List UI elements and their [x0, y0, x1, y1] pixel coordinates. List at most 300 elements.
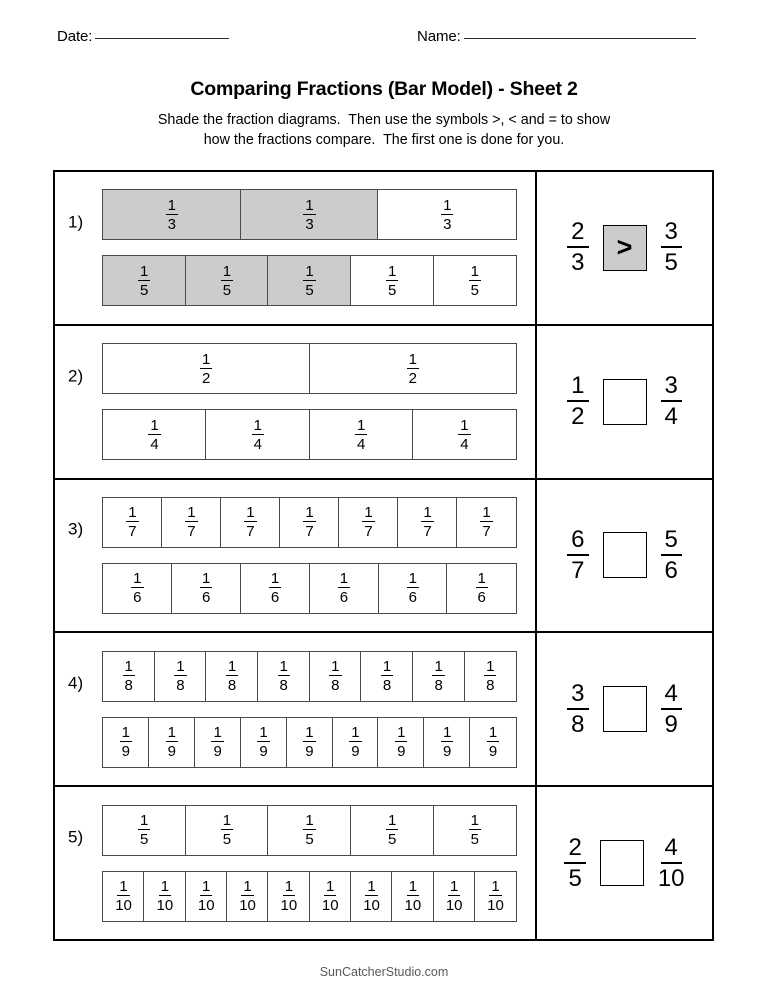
fraction-denominator: 10: [363, 897, 380, 915]
bar-cell[interactable]: [143, 871, 186, 922]
fraction-denominator: 4: [150, 435, 159, 453]
bar-cell[interactable]: [279, 497, 340, 548]
bar-cell[interactable]: [102, 563, 173, 614]
fraction-denominator: 3: [167, 215, 176, 233]
bar-cell[interactable]: [350, 871, 393, 922]
fraction: [567, 679, 588, 738]
fraction-numerator: 1: [408, 570, 417, 588]
fraction: [386, 813, 398, 847]
bar-cell[interactable]: [286, 717, 334, 768]
fraction: [157, 879, 174, 913]
fraction-denominator: 5: [470, 831, 479, 849]
fraction-numerator: 1: [259, 724, 268, 742]
fraction-denominator: 8: [434, 677, 443, 695]
fraction-denominator: 2: [408, 369, 417, 387]
problem-row: [55, 787, 712, 939]
problem-row: [55, 326, 712, 480]
fraction-denominator: 3: [305, 215, 314, 233]
fraction: [303, 813, 315, 847]
bar-cell[interactable]: [309, 563, 380, 614]
bar-cell[interactable]: [185, 871, 228, 922]
fraction-denominator: 10: [321, 897, 339, 915]
fraction-numerator: 1: [326, 878, 335, 896]
fraction-numerator: 1: [167, 196, 176, 214]
fraction: [349, 725, 361, 759]
fraction-denominator: 2: [202, 369, 211, 387]
fraction: [269, 571, 281, 605]
fraction-denominator: 10: [115, 897, 132, 915]
bar-cell[interactable]: [161, 497, 222, 548]
fraction: [657, 833, 685, 892]
fraction-denominator: 5: [387, 831, 397, 849]
fraction-numerator: 1: [460, 416, 469, 434]
fraction-numerator: 1: [305, 262, 314, 280]
fraction: [567, 525, 588, 584]
fraction: [278, 659, 290, 693]
bar-cell[interactable]: [350, 805, 434, 856]
bar-cell[interactable]: [423, 717, 471, 768]
bar-cell[interactable]: [350, 255, 434, 306]
fraction-numerator: 1: [356, 416, 366, 434]
fraction: [661, 374, 682, 429]
bar-cell[interactable]: [267, 871, 310, 922]
comparison-symbol-box[interactable]: [603, 532, 647, 578]
bar-cell[interactable]: [171, 563, 242, 614]
problem-number: 4): [68, 673, 84, 693]
problem-number: 5): [68, 827, 84, 847]
bar-cell[interactable]: [240, 563, 311, 614]
fraction: [120, 725, 132, 759]
fraction-numerator: 1: [305, 196, 314, 214]
fraction-denominator: 8: [176, 677, 185, 695]
fraction-denominator: 9: [121, 743, 131, 761]
fraction: [126, 505, 138, 539]
bar-cell[interactable]: [102, 805, 186, 856]
fraction-denominator: 10: [445, 897, 463, 915]
fraction-denominator: 7: [423, 523, 432, 541]
fraction: [480, 505, 492, 539]
fraction: [407, 571, 419, 605]
instructions-line-2: how the fractions compare. The first one is done for you.: [203, 132, 565, 148]
fraction: [138, 813, 150, 847]
fraction-numerator: 1: [408, 878, 418, 896]
bar-cell[interactable]: [433, 255, 517, 306]
fraction-numerator: 1: [387, 262, 397, 280]
fraction-numerator: 1: [128, 504, 137, 522]
bar-cell[interactable]: [205, 409, 310, 460]
answer-right-denominator: 5: [664, 249, 678, 277]
bar-cell[interactable]: [309, 651, 362, 702]
fraction-denominator: 9: [351, 743, 360, 761]
fraction: [174, 659, 186, 693]
fraction-denominator: 5: [387, 281, 397, 299]
fraction-denominator: 7: [482, 523, 491, 541]
fraction-denominator: 5: [305, 281, 314, 299]
fraction-numerator: 1: [140, 262, 149, 280]
fraction: [138, 264, 150, 298]
bar-cell[interactable]: [309, 871, 352, 922]
fraction-numerator: 1: [284, 878, 294, 896]
comparison-symbol-box[interactable]: >: [603, 225, 647, 271]
fraction: [567, 220, 588, 275]
fraction-denominator: 8: [279, 677, 288, 695]
fraction-numerator: 1: [482, 504, 491, 522]
fraction-denominator: 7: [187, 523, 196, 541]
fraction: [303, 505, 315, 539]
fraction-bar-top: [102, 497, 517, 548]
fraction-denominator: 8: [124, 677, 133, 695]
fraction-denominator: 4: [253, 435, 263, 453]
diagram-cell: [55, 326, 537, 478]
answer-cell: [537, 787, 712, 939]
fraction: [281, 879, 298, 913]
fraction-bar-bottom: [102, 255, 517, 306]
fraction-denominator: 5: [305, 831, 314, 849]
fraction: [363, 879, 380, 913]
bar-cell[interactable]: [148, 717, 196, 768]
fraction-numerator: 1: [382, 658, 392, 676]
answer-right-denominator: 10: [657, 864, 685, 892]
fraction-denominator: 5: [140, 831, 149, 849]
fraction-denominator: 10: [280, 897, 298, 915]
fraction-numerator: 1: [491, 878, 500, 896]
fraction-numerator: 1: [364, 504, 373, 522]
answer-left-denominator: 5: [568, 864, 582, 892]
fraction-numerator: 1: [443, 724, 452, 742]
bar-cell[interactable]: [391, 871, 434, 922]
fraction: [329, 659, 341, 693]
bar-cell[interactable]: [102, 343, 310, 394]
answer-left-numerator: 2: [567, 220, 588, 248]
fraction: [395, 725, 407, 759]
date-write-line[interactable]: [95, 38, 229, 39]
fraction: [200, 352, 212, 386]
fraction-numerator: 1: [423, 504, 432, 522]
fraction: [148, 418, 160, 452]
bar-cell[interactable]: [309, 343, 517, 394]
fraction: [322, 879, 339, 913]
fraction-numerator: 1: [470, 812, 479, 830]
fraction-denominator: 10: [404, 897, 422, 915]
answer-cell: [537, 326, 712, 478]
answer-left-denominator: 2: [571, 403, 585, 431]
fraction-denominator: 9: [397, 743, 406, 761]
fraction-numerator: 1: [187, 504, 196, 522]
bar-cell[interactable]: [257, 651, 310, 702]
fraction-denominator: 4: [460, 435, 469, 453]
fraction: [484, 659, 496, 693]
fraction-numerator: 1: [246, 504, 255, 522]
bar-cell[interactable]: [102, 651, 155, 702]
fraction: [244, 505, 256, 539]
fraction-denominator: 9: [443, 743, 452, 761]
name-write-line[interactable]: [464, 38, 696, 39]
fraction-numerator: 1: [470, 262, 479, 280]
fraction-numerator: 1: [279, 658, 288, 676]
worksheet-header: [0, 28, 768, 58]
fraction: [407, 352, 419, 386]
answer-left-numerator: 2: [564, 836, 585, 864]
bar-cell[interactable]: [240, 189, 380, 240]
fraction-bar-bottom: [102, 563, 517, 614]
fraction: [661, 679, 682, 738]
fraction-numerator: 1: [176, 658, 185, 676]
fraction-bar-bottom: [102, 409, 517, 460]
answer-right-numerator: 5: [661, 528, 682, 556]
answer-right-numerator: 3: [661, 374, 682, 402]
bar-cell[interactable]: [267, 805, 351, 856]
bar-cell[interactable]: [220, 497, 281, 548]
bar-cell[interactable]: [433, 871, 476, 922]
answer-left-numerator: 6: [567, 528, 588, 556]
answer-left-denominator: 8: [571, 710, 585, 738]
comparison-symbol-box[interactable]: [603, 379, 647, 425]
fraction-denominator: 9: [259, 743, 268, 761]
fraction-numerator: 1: [140, 812, 149, 830]
bar-cell[interactable]: [377, 189, 517, 240]
fraction-numerator: 1: [450, 878, 459, 896]
bar-cell[interactable]: [102, 409, 207, 460]
bar-cell[interactable]: [102, 497, 163, 548]
footer-credit: SunCatcherStudio.com: [319, 965, 449, 979]
fraction-numerator: 1: [243, 878, 252, 896]
fraction: [211, 725, 223, 759]
problem-number: 3): [68, 519, 84, 539]
diagram-cell: [55, 787, 537, 939]
fraction: [421, 505, 433, 539]
fraction: [166, 198, 178, 232]
fraction: [123, 659, 135, 693]
bar-cell[interactable]: [360, 651, 413, 702]
date-label: Date:: [57, 28, 93, 45]
fraction-numerator: 1: [367, 878, 376, 896]
fraction-numerator: 1: [133, 570, 142, 588]
fraction-denominator: 6: [339, 589, 349, 607]
fraction: [441, 198, 453, 232]
answer-right-denominator: 9: [664, 710, 678, 738]
answer-right-numerator: 4: [661, 682, 682, 710]
name-label: Name:: [417, 28, 461, 45]
fraction-denominator: 8: [331, 677, 340, 695]
bar-cell[interactable]: [412, 651, 465, 702]
fraction-numerator: 1: [443, 196, 452, 214]
fraction: [386, 264, 398, 298]
bar-cell[interactable]: [433, 805, 517, 856]
fraction-denominator: 8: [382, 677, 392, 695]
fraction-numerator: 1: [150, 416, 159, 434]
fraction: [381, 659, 393, 693]
bar-cell[interactable]: [456, 497, 517, 548]
bar-cell[interactable]: [474, 871, 517, 922]
fraction: [221, 264, 233, 298]
instructions: [0, 110, 768, 150]
answer-right-numerator: 3: [661, 220, 682, 248]
fraction-denominator: 9: [488, 743, 498, 761]
fraction-denominator: 6: [270, 589, 280, 607]
fraction-numerator: 1: [270, 570, 280, 588]
problem-number: 1): [68, 212, 84, 232]
fraction: [198, 879, 215, 913]
bar-cell[interactable]: [185, 255, 269, 306]
fraction-numerator: 1: [119, 878, 128, 896]
fraction: [405, 879, 422, 913]
fraction: [221, 813, 233, 847]
name-field: [417, 28, 696, 45]
fraction: [355, 418, 367, 452]
bar-cell[interactable]: [205, 651, 258, 702]
fraction-bar-top: [102, 343, 517, 394]
fraction-denominator: 10: [197, 897, 215, 915]
fraction-denominator: 7: [128, 523, 137, 541]
fraction-numerator: 1: [434, 658, 443, 676]
fraction-denominator: 7: [364, 523, 373, 541]
fraction-denominator: 5: [222, 831, 232, 849]
fraction: [661, 525, 682, 584]
fraction-denominator: 7: [246, 523, 255, 541]
fraction-numerator: 1: [331, 658, 340, 676]
answer-left-numerator: 3: [567, 682, 588, 710]
fraction-numerator: 1: [351, 724, 360, 742]
fraction-denominator: 8: [486, 677, 495, 695]
bar-cell[interactable]: [464, 651, 517, 702]
fraction-numerator: 1: [253, 416, 263, 434]
bar-cell[interactable]: [154, 651, 207, 702]
fraction-numerator: 1: [486, 658, 495, 676]
fraction: [469, 813, 481, 847]
fraction-denominator: 4: [356, 435, 366, 453]
fraction-numerator: 1: [397, 724, 406, 742]
fraction-denominator: 6: [408, 589, 417, 607]
fraction-numerator: 1: [222, 812, 232, 830]
answer-left-denominator: 3: [571, 249, 585, 277]
fraction-denominator: 10: [156, 897, 174, 915]
fraction: [115, 879, 132, 913]
problem-row: [55, 172, 712, 326]
fraction-denominator: 6: [133, 589, 142, 607]
fraction-numerator: 1: [305, 504, 314, 522]
fraction-denominator: 3: [443, 215, 452, 233]
bar-cell[interactable]: [102, 255, 186, 306]
page-title: Comparing Fractions (Bar Model) - Sheet 2: [190, 78, 578, 100]
fraction: [476, 571, 488, 605]
problem-number: 2): [68, 366, 84, 386]
fraction-numerator: 1: [222, 262, 232, 280]
fraction-denominator: 5: [222, 281, 232, 299]
fraction-bar-top: [102, 189, 517, 240]
comparison-symbol-box[interactable]: [603, 686, 647, 732]
bar-cell[interactable]: [377, 717, 425, 768]
fraction: [446, 879, 463, 913]
bar-cell[interactable]: [267, 255, 351, 306]
fraction: [257, 725, 269, 759]
fraction-numerator: 1: [488, 724, 498, 742]
fraction: [200, 571, 212, 605]
fraction: [487, 879, 504, 913]
bar-cell[interactable]: [194, 717, 242, 768]
fraction-numerator: 1: [408, 350, 417, 368]
fraction-numerator: 1: [213, 724, 222, 742]
fraction-numerator: 1: [121, 724, 131, 742]
fraction-denominator: 9: [305, 743, 314, 761]
fraction-denominator: 6: [477, 589, 486, 607]
bar-cell[interactable]: [378, 563, 449, 614]
fraction: [303, 264, 315, 298]
fraction-bar-top: [102, 805, 517, 856]
problem-row: [55, 633, 712, 787]
bar-cell[interactable]: [446, 563, 517, 614]
fraction: [362, 505, 374, 539]
fraction: [458, 418, 470, 452]
bar-cell[interactable]: [226, 871, 269, 922]
fraction: [166, 725, 178, 759]
fraction: [441, 725, 453, 759]
bar-cell[interactable]: [309, 409, 414, 460]
fraction: [564, 833, 585, 892]
answer-right-numerator: 4: [661, 836, 682, 864]
fraction: [567, 374, 588, 429]
bar-cell[interactable]: [102, 871, 145, 922]
fraction-numerator: 1: [202, 350, 211, 368]
fraction: [131, 571, 143, 605]
fraction: [185, 505, 197, 539]
fraction-denominator: 8: [227, 677, 237, 695]
fraction-bar-top: [102, 651, 517, 702]
problems-table: [53, 170, 714, 941]
fraction-numerator: 1: [124, 658, 133, 676]
fraction-numerator: 1: [202, 570, 211, 588]
fraction: [226, 659, 238, 693]
bar-cell[interactable]: [102, 189, 242, 240]
fraction: [303, 198, 315, 232]
diagram-cell: [55, 172, 537, 324]
fraction: [252, 418, 264, 452]
fraction: [338, 571, 350, 605]
diagram-cell: [55, 633, 537, 785]
fraction-bar-bottom: [102, 717, 517, 768]
answer-left-numerator: 1: [567, 374, 588, 402]
fraction: [487, 725, 499, 759]
bar-cell[interactable]: [332, 717, 380, 768]
bar-cell[interactable]: [412, 409, 517, 460]
fraction-denominator: 9: [213, 743, 222, 761]
answer-cell: [537, 172, 712, 324]
fraction-denominator: 6: [202, 589, 211, 607]
answer-left-denominator: 7: [571, 556, 585, 584]
fraction-bar-bottom: [102, 871, 517, 922]
fraction-numerator: 1: [477, 570, 486, 588]
problem-row: [55, 480, 712, 634]
fraction-denominator: 7: [305, 523, 314, 541]
bar-cell[interactable]: [338, 497, 399, 548]
answer-right-denominator: 4: [664, 403, 678, 431]
answer-cell: [537, 480, 712, 632]
bar-cell[interactable]: [102, 717, 150, 768]
bar-cell[interactable]: [185, 805, 269, 856]
bar-cell[interactable]: [397, 497, 458, 548]
fraction: [661, 220, 682, 275]
date-field: [57, 28, 229, 45]
comparison-symbol-box[interactable]: [600, 840, 644, 886]
answer-cell: [537, 633, 712, 785]
bar-cell[interactable]: [469, 717, 517, 768]
fraction-denominator: 10: [487, 897, 504, 915]
bar-cell[interactable]: [240, 717, 288, 768]
fraction: [303, 725, 315, 759]
fraction-numerator: 1: [227, 658, 237, 676]
fraction-numerator: 1: [167, 724, 176, 742]
fraction-numerator: 1: [160, 878, 170, 896]
fraction-numerator: 1: [339, 570, 349, 588]
